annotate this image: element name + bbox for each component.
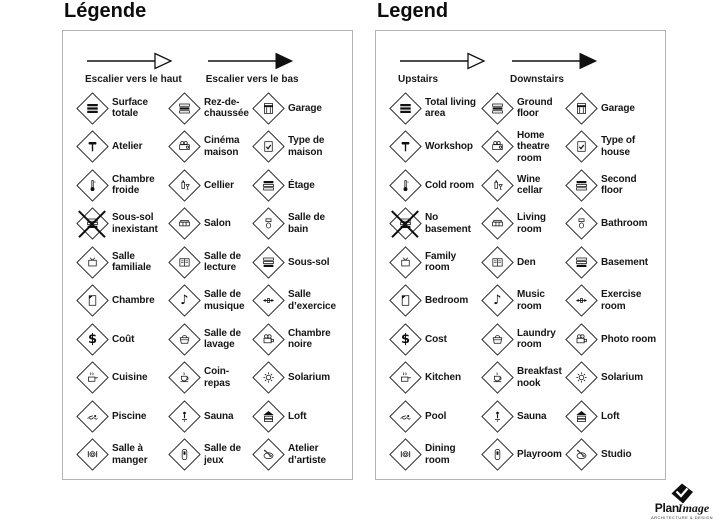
total-living-area-icon <box>77 93 107 123</box>
legend-item-label: Type of house <box>601 135 636 158</box>
legend-item <box>390 209 482 239</box>
bathroom-icon <box>566 209 596 239</box>
legend-item-label: Loft <box>601 410 620 422</box>
legend-item-label: Studio <box>601 449 632 460</box>
legend-item-label: Cold room <box>425 179 475 191</box>
legend-item-label: Atelier d’artiste <box>288 443 327 466</box>
basement-icon <box>566 247 596 277</box>
legend-item-label: Cost <box>425 333 447 345</box>
workshop-icon <box>77 132 107 162</box>
legend-item-label: Photo room <box>601 333 657 345</box>
legend-item-label: Pool <box>425 410 447 422</box>
legend-item <box>77 324 169 354</box>
legend-item <box>169 401 253 431</box>
ground-floor-icon <box>482 93 512 123</box>
legend-item-label: Sauna <box>204 410 234 422</box>
legend-item-label: Sous-sol <box>288 256 330 268</box>
legend-item <box>482 93 566 123</box>
exercise-room-icon <box>253 286 283 316</box>
legend-item <box>390 170 482 200</box>
bathroom-icon <box>253 209 283 239</box>
legend-item <box>253 401 345 431</box>
legend-item-label: Garage <box>601 102 635 114</box>
legend-item-label: Workshop <box>425 141 473 152</box>
legend-item <box>253 440 345 470</box>
legend-item <box>253 93 345 123</box>
legend-item-label: Bathroom <box>601 218 648 229</box>
playroom-icon <box>482 440 512 470</box>
laundry-room-icon <box>169 324 199 354</box>
logo-word-plan: Plan <box>654 501 679 515</box>
legend-item <box>390 132 482 162</box>
second-floor-icon <box>253 170 283 200</box>
stair-arrows <box>398 51 661 85</box>
legend-item <box>253 286 345 316</box>
basement-icon <box>253 247 283 277</box>
legend-item-label: Salle d’exercice <box>288 289 336 312</box>
legend-item-label: Exercise room <box>601 289 642 312</box>
legend-item <box>482 286 566 316</box>
legend-item-label: Salle de musique <box>204 289 245 312</box>
legend-item <box>566 286 658 316</box>
pool-icon <box>390 401 420 431</box>
legend-item-label: Music room <box>517 289 545 312</box>
legend-item <box>390 286 482 316</box>
stair-arrows <box>85 51 348 85</box>
stairs-down-legend <box>510 51 598 85</box>
loft-icon <box>253 401 283 431</box>
legend-item-label: Total living area <box>425 96 476 120</box>
living-room-icon <box>169 209 199 239</box>
legend-item <box>169 132 253 162</box>
exercise-room-icon <box>566 286 596 316</box>
legend-item <box>77 440 169 470</box>
stairs-up-legend <box>85 51 182 85</box>
stairs-up-label: Upstairs <box>398 74 439 85</box>
legend-item-label: Cinéma maison <box>204 135 240 158</box>
bedroom-icon <box>77 286 107 316</box>
legend-item-label: Sous-sol inexistant <box>112 212 158 235</box>
legend-item-label: Salle de lavage <box>204 327 241 351</box>
legend-item-label: Coût <box>112 333 135 345</box>
legend-item-label: Basement <box>601 256 648 268</box>
cold-room-icon <box>390 170 420 200</box>
legend-item <box>253 132 345 162</box>
legend-box-english <box>375 30 666 480</box>
legend-item-label: Living room <box>517 212 546 235</box>
breakfast-nook-icon <box>169 363 199 393</box>
photo-room-icon <box>253 324 283 354</box>
stairs-down-legend <box>206 51 299 85</box>
legend-item <box>566 209 658 239</box>
legend-item <box>169 363 253 393</box>
legend-item-label: Breakfast nook <box>517 366 562 389</box>
playroom-icon <box>169 440 199 470</box>
legend-item <box>253 170 345 200</box>
legend-item <box>169 247 253 277</box>
legend-item-label: Surface totale <box>112 96 148 120</box>
legend-item-label: Bedroom <box>425 295 469 306</box>
legend-item-label: Salle familiale <box>112 250 152 274</box>
legend-item <box>77 93 169 123</box>
legend-item <box>390 440 482 470</box>
family-room-icon <box>77 247 107 277</box>
legend-item-label: Laundry room <box>517 327 556 351</box>
legend-item-label: Atelier <box>112 141 143 152</box>
legend-item <box>169 440 253 470</box>
legend-item <box>77 209 169 239</box>
legend-item-label: Salle de jeux <box>204 443 241 466</box>
legend-item-label: Salle de lecture <box>204 250 241 274</box>
legend-item-label: Salle à manger <box>112 443 148 466</box>
studio-icon <box>566 440 596 470</box>
bedroom-icon <box>390 286 420 316</box>
legend-item-label: No basement <box>425 212 471 235</box>
legend-item <box>482 209 566 239</box>
legend-item <box>77 132 169 162</box>
legend-item <box>253 324 345 354</box>
legend-item-label: Solarium <box>288 372 330 383</box>
dining-room-icon <box>390 440 420 470</box>
legend-item <box>169 286 253 316</box>
dining-room-icon <box>77 440 107 470</box>
legend-item <box>77 401 169 431</box>
down-arrow-icon <box>206 51 294 71</box>
legend-items-grid-french <box>77 89 348 474</box>
legend-item-label: Family room <box>425 250 457 274</box>
den-icon <box>169 247 199 277</box>
family-room-icon <box>390 247 420 277</box>
legend-item-label: Cuisine <box>112 372 148 383</box>
legend-item-label: Piscine <box>112 410 147 422</box>
page-title-english: Legend <box>377 0 449 22</box>
legend-item <box>169 170 253 200</box>
home-theatre-icon <box>169 132 199 162</box>
home-theatre-icon <box>482 132 512 162</box>
legend-item-label: Garage <box>288 102 322 114</box>
planimage-logo <box>649 483 715 520</box>
legend-item-label: Solarium <box>601 372 643 383</box>
legend-item <box>77 363 169 393</box>
sauna-icon <box>169 401 199 431</box>
legend-item <box>566 440 658 470</box>
legend-item <box>566 93 658 123</box>
type-of-house-icon <box>566 132 596 162</box>
legend-item <box>566 247 658 277</box>
legend-box-french <box>62 30 353 480</box>
sauna-icon <box>482 401 512 431</box>
legend-item-label: Chambre <box>112 295 155 306</box>
up-arrow-icon <box>398 51 486 71</box>
laundry-room-icon <box>482 324 512 354</box>
total-living-area-icon <box>390 93 420 123</box>
stairs-down-label: Escalier vers le bas <box>205 74 299 85</box>
legend-item-label: Rez-de-chaussée <box>204 96 249 120</box>
no-basement-icon <box>77 209 107 239</box>
no-basement-icon <box>390 209 420 239</box>
legend-item <box>482 324 566 354</box>
legend-item <box>77 247 169 277</box>
legend-item <box>566 132 658 162</box>
garage-icon <box>566 93 596 123</box>
pool-icon <box>77 401 107 431</box>
wine-cellar-icon <box>169 170 199 200</box>
legend-item <box>482 170 566 200</box>
kitchen-icon <box>390 363 420 393</box>
legend-item-label: Loft <box>288 410 307 422</box>
legend-item-label: Chambre noire <box>288 327 331 351</box>
kitchen-icon <box>77 363 107 393</box>
logo-tagline: ARCHITECTURE & DESIGN <box>650 515 714 520</box>
solarium-icon <box>566 363 596 393</box>
legend-item <box>253 363 345 393</box>
legend-item-label: Home theatre room <box>517 129 550 164</box>
legend-item <box>482 130 566 165</box>
legend-item-label: Den <box>517 256 536 268</box>
photo-room-icon <box>566 324 596 354</box>
living-room-icon <box>482 209 512 239</box>
legend-item <box>390 93 482 123</box>
legend-item <box>77 286 169 316</box>
legend-item <box>77 170 169 200</box>
legend-item <box>482 440 566 470</box>
legend-item-label: Sauna <box>517 410 547 422</box>
legend-item-label: Second floor <box>601 173 637 197</box>
stairs-up-legend <box>398 51 486 85</box>
planimage-wordmark <box>649 502 715 514</box>
legend-item-label: Ground floor <box>517 96 553 120</box>
legend-item <box>566 170 658 200</box>
legend-item <box>482 247 566 277</box>
cost-icon: $ <box>390 324 420 354</box>
down-arrow-icon <box>510 51 598 71</box>
legend-item-label: Chambre froide <box>112 173 155 197</box>
legend-item-label: Kitchen <box>425 372 461 383</box>
legend-item-label: Salle de bain <box>288 212 325 235</box>
legend-item-label: Étage <box>288 179 315 191</box>
cost-icon: $ <box>77 324 107 354</box>
legend-item-label: Type de maison <box>288 135 325 158</box>
legend-item-label: Coin-repas <box>204 366 231 389</box>
legend-item <box>566 401 658 431</box>
legend-item <box>390 324 482 354</box>
legend-item-label: Dining room <box>425 443 456 466</box>
legend-item-label: Cellier <box>204 179 234 191</box>
studio-icon <box>253 440 283 470</box>
music-room-icon: ♪ <box>169 286 199 316</box>
legend-item <box>566 363 658 393</box>
up-arrow-icon <box>85 51 173 71</box>
legend-item <box>390 401 482 431</box>
workshop-icon <box>390 132 420 162</box>
legend-item <box>169 209 253 239</box>
solarium-icon <box>253 363 283 393</box>
wine-cellar-icon <box>482 170 512 200</box>
legend-item <box>169 93 253 123</box>
page-title-french: Légende <box>64 0 147 22</box>
garage-icon <box>253 93 283 123</box>
stairs-up-label: Escalier vers le haut <box>85 74 182 85</box>
legend-item <box>253 209 345 239</box>
legend-item <box>566 324 658 354</box>
cold-room-icon <box>77 170 107 200</box>
legend-items-grid-english <box>390 89 661 474</box>
legend-item-label: Wine cellar <box>517 173 543 197</box>
second-floor-icon <box>566 170 596 200</box>
legend-item <box>482 363 566 393</box>
music-room-icon: ♪ <box>482 286 512 316</box>
legend-item <box>390 363 482 393</box>
den-icon <box>482 247 512 277</box>
logo-word-image: Image <box>677 501 710 515</box>
legend-item-label: Salon <box>204 218 231 229</box>
breakfast-nook-icon <box>482 363 512 393</box>
legend-item <box>390 247 482 277</box>
legend-item <box>169 324 253 354</box>
ground-floor-icon <box>169 93 199 123</box>
loft-icon <box>566 401 596 431</box>
legend-item <box>482 401 566 431</box>
legend-item <box>253 247 345 277</box>
stairs-down-label: Downstairs <box>510 74 564 85</box>
type-of-house-icon <box>253 132 283 162</box>
legend-item-label: Playroom <box>517 449 562 460</box>
